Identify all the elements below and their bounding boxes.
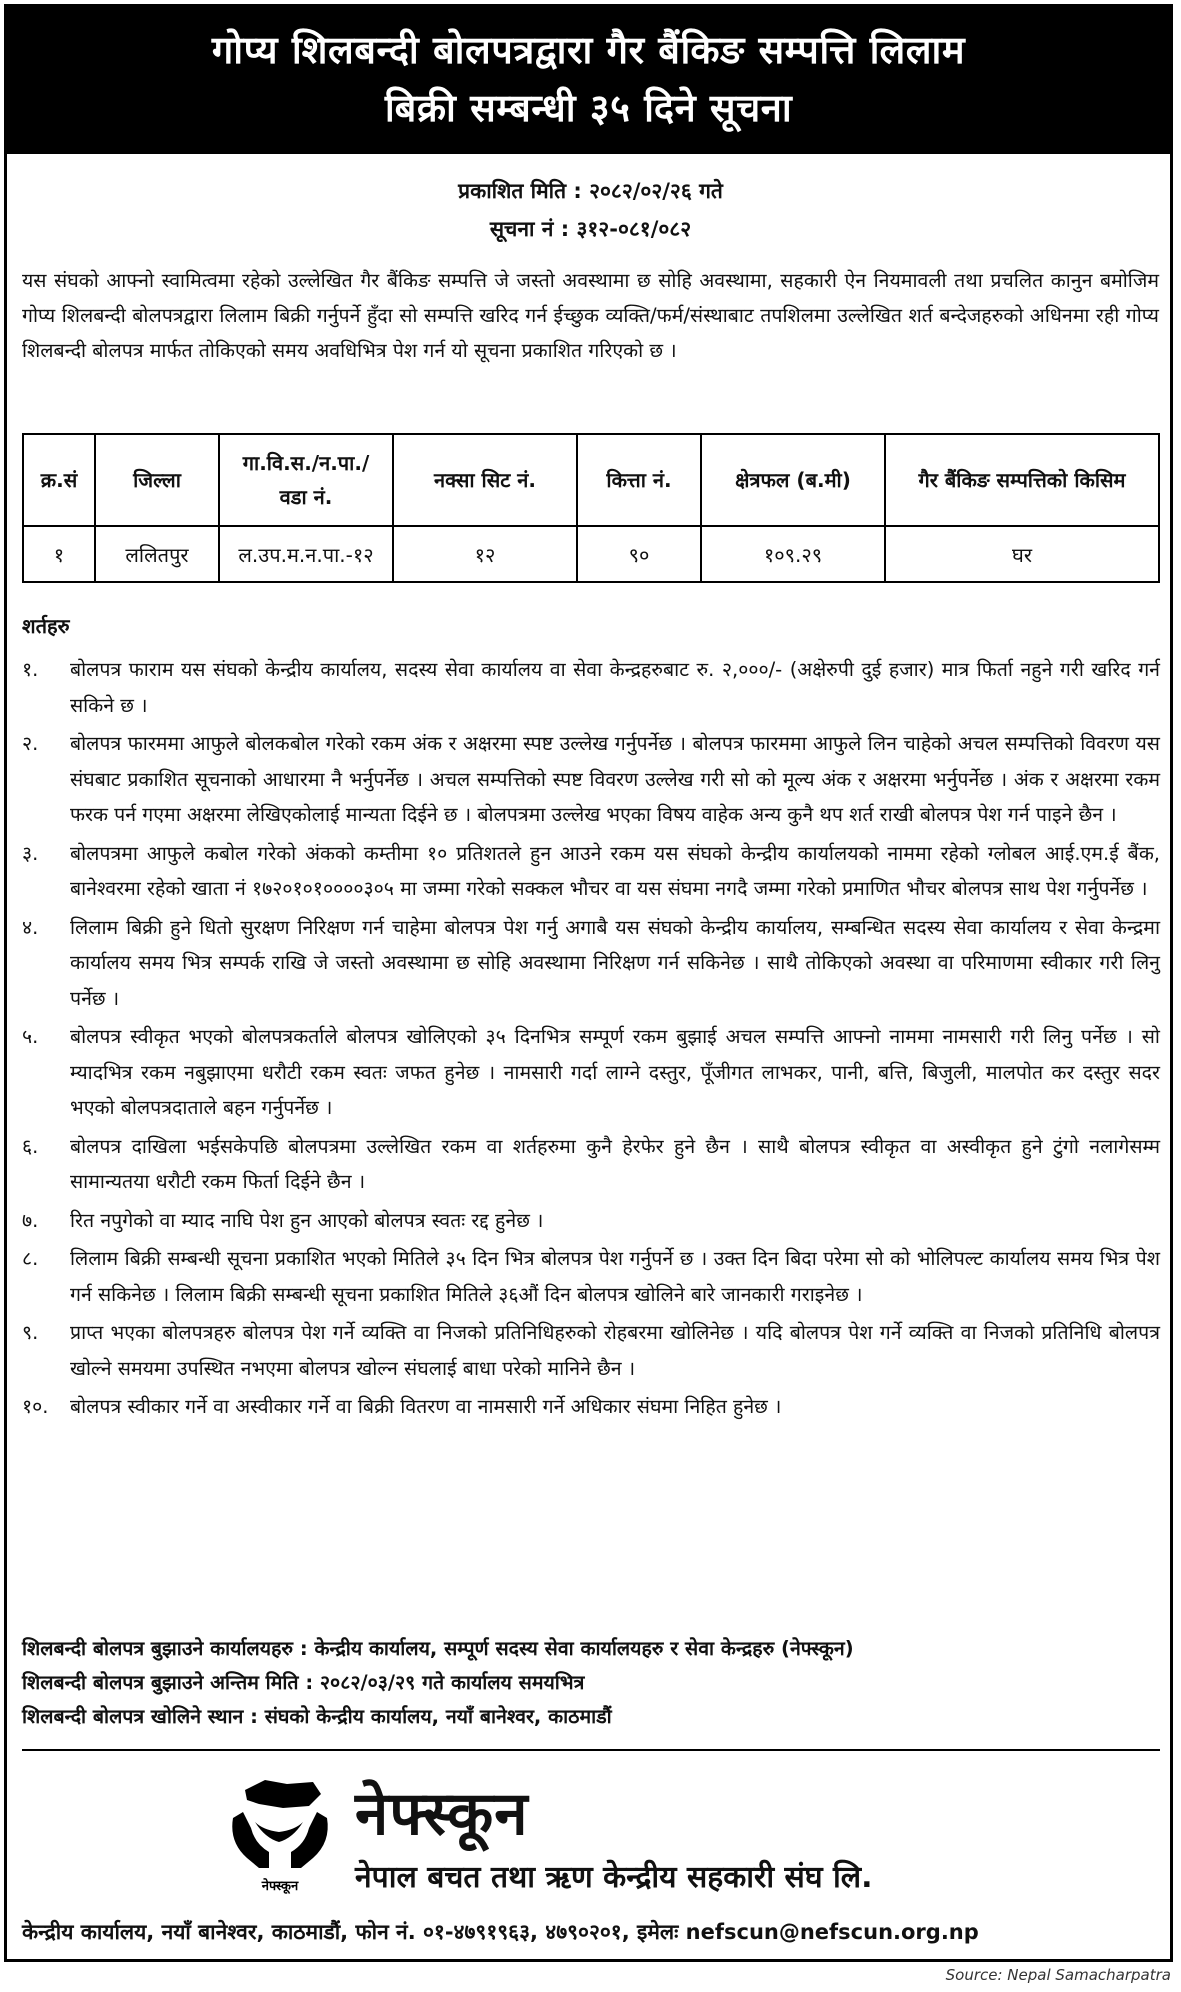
- hands-map-icon: [225, 1772, 335, 1896]
- org-full-name: नेपाल बचत तथा ऋण केन्द्रीय सहकारी संघ लि.: [355, 1860, 873, 1895]
- term-number: २.: [22, 732, 39, 755]
- term-number: ४.: [22, 915, 39, 939]
- cell-map-sheet: १२: [393, 526, 577, 582]
- list-item: [22, 652, 1160, 723]
- submission-offices: शिलबन्दी बोलपत्र बुझाउने कार्यालयहरु : केन्द्रीय कार्यालय, सम्पूर्ण सदस्य सेवा कार्यालयहरु र सेवा केन्द्रहरु (नेफ्स्कून): [22, 1637, 854, 1660]
- org-short-name: नेफ्स्कून: [355, 1779, 529, 1849]
- term-number: ९.: [22, 1321, 39, 1344]
- cell-area: १०९.२९: [701, 526, 885, 582]
- logo-caption: नेफ्स्कून: [261, 1879, 299, 1894]
- list-item: [22, 836, 1160, 907]
- term-number: ८.: [22, 1247, 39, 1270]
- list-item: [22, 1389, 1160, 1425]
- col-header-municipality: गा.वि.स./न.पा./ वडा नं.: [219, 434, 393, 526]
- footer-divider: [22, 1749, 1160, 1751]
- term-text: रित नपुगेको वा म्याद नाघि पेश हुन आएको बोलपत्र स्वतः रद्द हुनेछ ।: [70, 1208, 544, 1232]
- term-text: प्राप्त भएका बोलपत्रहरु बोलपत्र पेश गर्ने व्यक्ति वा निजको प्रतिनिधिहरुको रोहबरमा खोलिनेछ । यदि बोलपत्र पेश गर्ने व्यक्ति वा निजको प्रतिनिधि बोलपत्र खोल्ने समयमा उपस्थित नभएमा बोलपत्र खोल्न संघलाई बाधा परेको मानिने छैन ।: [70, 1321, 1160, 1380]
- term-number: ३.: [22, 841, 39, 865]
- table-row: [23, 526, 1159, 582]
- contact-info: केन्द्रीय कार्यालय, नयाँ बानेश्वर, काठमाडौं, फोन नं. ०१-४७९१९६३, ४७९०२०१, इमेलः nefscun@nefscun.org.np: [22, 1920, 979, 1944]
- term-text: बोलपत्रमा आफुले कबोल गरेको अंकको कम्तीमा १० प्रतिशतले हुन आउने रकम यस संघको केन्द्रीय कार्यालयको नाममा रहेको ग्लोबल आई.एम.ई बैंक, बानेश्वरमा रहेको खाता नं १७२०१०१००००३०५ मा जम्मा गरेको सक्कल भौचर वा यस संघमा नगदै जम्मा गरेको प्रमाणित भौचर बोलपत्र साथ पेश गर्नुपर्नेछ ।: [70, 841, 1160, 900]
- term-text: लिलाम बिक्री सम्बन्धी सूचना प्रकाशित भएको मितिले ३५ दिन भित्र बोलपत्र पेश गर्नुपर्ने छ । उक्त दिन बिदा परेमा सो को भोलिपल्ट कार्यालय समय भित्र पेश गर्न सकिनेछ । लिलाम बिक्री सम्बन्धी सूचना प्रकाशित मितिले ३६औं दिन बोलपत्र खोलिने बारे जानकारी गराइनेछ ।: [70, 1247, 1160, 1306]
- list-item: [22, 1241, 1160, 1312]
- submission-info: [22, 1632, 1160, 1734]
- col-header-asset-type: गैर बैंकिङ सम्पत्तिको किसिम: [885, 434, 1159, 526]
- col-header-plot-no: कित्ता नं.: [577, 434, 701, 526]
- notice-number: सूचना नं : ३१२-०८१/०८२: [489, 217, 692, 241]
- opening-location: शिलबन्दी बोलपत्र खोलिने स्थान : संघको केन्द्रीय कार्यालय, नयाँ बानेश्वर, काठमाडौं: [22, 1705, 612, 1728]
- col-header-area: क्षेत्रफल (ब.मी): [701, 434, 885, 526]
- term-text: लिलाम बिक्री हुने धितो सुरक्षण निरिक्षण गर्न चाहेमा बोलपत्र पेश गर्नु अगाबै यस संघको केन्द्रीय कार्यालय, सम्बन्धित सदस्य सेवा कार्यालय र सेवा केन्द्रमा कार्यालय समय भित्र सम्पर्क राखि जे जस्तो अवस्थामा छ सोहि अवस्थामा निरिक्षण गर्न सकिनेछ । साथै तोकिएको अवस्था वा परिमाणमा स्वीकार गरी लिनु पर्नेछ ।: [70, 915, 1160, 1010]
- cell-plot-no: ९०: [577, 526, 701, 582]
- term-text: बोलपत्र स्वीकार गर्ने वा अस्वीकार गर्ने वा बिक्री वितरण वा नामसारी गर्ने अधिकार संघमा निहित हुनेछ ।: [70, 1395, 782, 1418]
- col-header-district: जिल्ला: [95, 434, 219, 526]
- term-text: बोलपत्र फारममा आफुले बोलकबोल गरेको रकम अंक र अक्षरमा स्पष्ट उल्लेख गर्नुपर्नेछ । बोलपत्र फारममा आफुले लिन चाहेको अचल सम्पत्तिको विवरण यस संघबाट प्रकाशित सूचनाको आधारमा नै भर्नुपर्नेछ । अचल सम्पत्तिको स्पष्ट विवरण उल्लेख गरी सो को मूल्य अंक र अक्षरमा भर्नुपर्नेछ । अंक र अक्षरमा रकम फरक पर्न गएमा अक्षरमा लेखिएकोलाई मान्यता दिईने छ । बोलपत्रमा उल्लेख भएका विषय वाहेक अन्य कुनै थप शर्त राखी बोलपत्र पेश गर्न पाइने छैन ।: [70, 732, 1160, 826]
- term-number: ६.: [22, 1134, 39, 1158]
- col-header-sn: क्र.सं: [23, 434, 95, 526]
- col-header-map-sheet: नक्सा सिट नं.: [393, 434, 577, 526]
- term-number: १०.: [22, 1395, 49, 1418]
- cell-district: ललितपुर: [95, 526, 219, 582]
- term-text: बोलपत्र दाखिला भईसकेपछि बोलपत्रमा उल्लेखित रकम वा शर्तहरुमा कुनै हेरफेर हुने छैन । साथै बोलपत्र स्वीकृत वा अस्वीकृत हुने टुंगो नलागेसम्म सामान्यतया धरौटी रकम फिर्ता दिईने छैन ।: [70, 1134, 1160, 1193]
- published-date: प्रकाशित मिति : २०८२/०२/२६ गते: [458, 179, 723, 203]
- cell-asset-type: घर: [885, 526, 1159, 582]
- list-item: [22, 1129, 1160, 1200]
- term-text: बोलपत्र फाराम यस संघको केन्द्रीय कार्यालय, सदस्य सेवा कार्यालय वा सेवा केन्द्रहरुबाट रु. २,०००/- (अक्षेरुपी दुई हजार) मात्र फिर्ता नहुने गरी खरिद गर्न सकिने छ ।: [70, 658, 1160, 717]
- list-item: [22, 1315, 1160, 1386]
- cell-municipality: ल.उप.म.न.पा.-१२: [219, 526, 393, 582]
- table-header-row: [23, 434, 1159, 526]
- term-number: १.: [22, 658, 39, 681]
- property-table: [22, 433, 1160, 583]
- notice-title-line2: बिक्री सम्बन्धी ३५ दिने सूचना: [384, 86, 793, 130]
- term-number: ५.: [22, 1025, 39, 1048]
- notice-title-line1: गोप्य शिलबन्दी बोलपत्रद्वारा गैर बैंकिङ सम्पत्ति लिलाम: [211, 28, 966, 72]
- submission-deadline: शिलबन्दी बोलपत्र बुझाउने अन्तिम मिति : २०८२/०३/२९ गते कार्यालय समयभित्र: [22, 1671, 585, 1694]
- list-item: [22, 910, 1160, 1017]
- term-number: ७.: [22, 1208, 39, 1232]
- source-credit: Source: Nepal Samacharpatra: [945, 1966, 1171, 1984]
- term-text: बोलपत्र स्वीकृत भएको बोलपत्रकर्ताले बोलपत्र खोलिएको ३५ दिनभित्र सम्पूर्ण रकम बुझाई अचल सम्पत्ति आफ्नो नाममा नामसारी गरी लिनु पर्नेछ । सो म्यादभित्र रकम नबुझाएमा धरौटी रकम स्वतः जफत हुनेछ । नामसारी गर्दा लाग्ने दस्तुर, पूँजीगत लाभकर, पानी, बत्ति, बिजुली, मालपोत कर दस्तुर सदर भएको बोलपत्रदाताले बहन गर्नुपर्नेछ ।: [70, 1025, 1160, 1119]
- notice-title-bar: [4, 4, 1173, 154]
- nefscun-logo: [225, 1772, 335, 1896]
- cell-sn: १: [23, 526, 95, 582]
- list-item: [22, 1203, 1160, 1239]
- terms-list: [22, 652, 1160, 1428]
- terms-heading: शर्तहरु: [22, 614, 70, 638]
- intro-paragraph: यस संघको आफ्नो स्वामित्वमा रहेको उल्लेखित गैर बैंकिङ सम्पत्ति जे जस्तो अवस्थामा छ सोहि अवस्थामा, सहकारी ऐन नियमावली तथा प्रचलित कानुन बमोजिम गोप्य शिलबन्दी बोलपत्रद्वारा लिलाम बिक्री गर्नुपर्ने हुँदा सो सम्पत्ति खरिद गर्न ईच्छुक व्यक्ति/फर्म/संस्थाबाट तपशिलमा उल्लेखित शर्त बन्देजहरुको अधिनमा रही गोप्य शिलबन्दी बोलपत्र मार्फत तोकिएको समय अवधिभित्र पेश गर्न यो सूचना प्रकाशित गरिएको छ ।: [22, 269, 1159, 362]
- list-item: [22, 726, 1160, 833]
- list-item: [22, 1019, 1160, 1126]
